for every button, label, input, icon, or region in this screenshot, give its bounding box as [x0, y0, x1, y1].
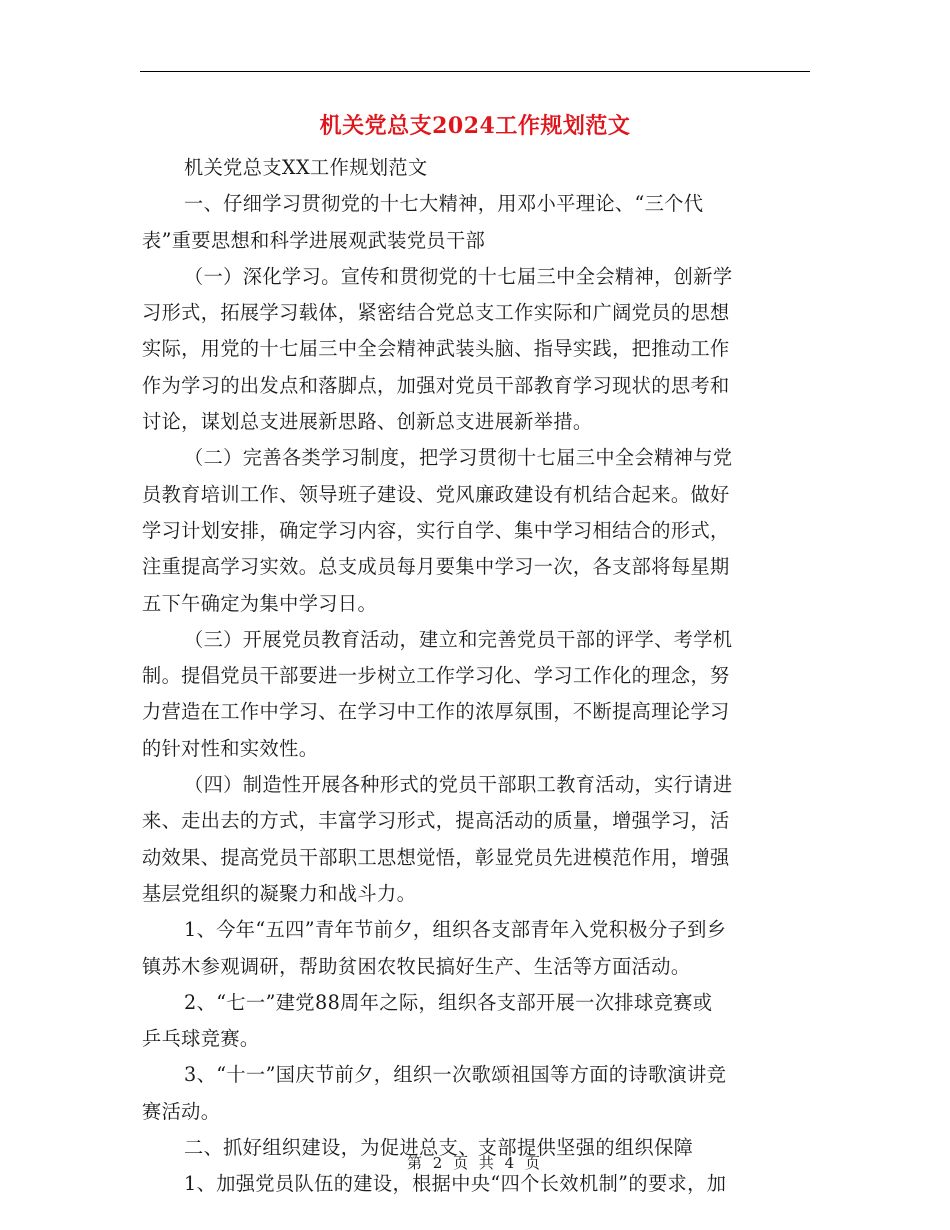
text-line: 作为学习的出发点和落脚点，加强对党员干部教育学习现状的思考和: [142, 373, 730, 397]
text-line: 1、今年“五四”青年节前夕，组织各支部青年入党积极分子到乡: [184, 918, 727, 942]
document-title: 机关党总支2024工作规划范文: [319, 113, 631, 139]
header-rule: [140, 71, 810, 72]
text-line: 基层党组织的凝聚力和战斗力。: [142, 881, 417, 905]
text-line: （一）深化学习。宣传和贯彻党的十七届三中全会精神，创新学: [184, 264, 733, 288]
page-footer: 第 2 页 共 4 页: [407, 1154, 543, 1172]
text-line: 力营造在工作中学习、在学习中工作的浓厚氛围，不断提高理论学习: [142, 700, 730, 724]
text-line: 五下午确定为集中学习日。: [142, 591, 378, 615]
text-line: 2、“七一”建党88周年之际，组织各支部开展一次排球竞赛或: [184, 990, 713, 1014]
text-line: 二、抓好组织建设，为促进总支、支部提供坚强的组织保障: [184, 1136, 694, 1160]
text-line: 3、“十一”国庆节前夕，组织一次歌颂祖国等方面的诗歌演讲竞: [184, 1063, 727, 1087]
text-line: 镇苏木参观调研，帮助贫困农牧民搞好生产、生活等方面活动。: [142, 954, 691, 978]
text-line: 乒乓球竞赛。: [142, 1027, 260, 1051]
document-body: [142, 150, 810, 1203]
text-line: 学习计划安排，确定学习内容，实行自学、集中学习相结合的形式，: [142, 518, 730, 542]
text-line: （二）完善各类学习制度，把学习贯彻十七届三中全会精神与党: [184, 446, 733, 470]
text-line: 注重提高学习实效。总支成员每月要集中学习一次，各支部将每星期: [142, 555, 730, 579]
text-line: 机关党总支XX工作规划范文: [184, 156, 428, 179]
text-line: 来、走出去的方式，丰富学习形式，提高活动的质量，增强学习，活: [142, 809, 730, 833]
text-line: 动效果、提高党员干部职工思想觉悟，彰显党员先进模范作用，增强: [142, 845, 730, 869]
text-line: 的针对性和实效性。: [142, 736, 319, 760]
text-line: 制。提倡党员干部要进一步树立工作学习化、学习工作化的理念，努: [142, 664, 730, 688]
text-line: 一、仔细学习贯彻党的十七大精神，用邓小平理论、“三个代: [184, 192, 704, 216]
text-line: 1、加强党员队伍的建设，根据中央“四个长效机制”的要求，加: [184, 1172, 727, 1196]
text-line: 表”重要思想和科学进展观武装党员干部: [142, 228, 486, 252]
text-line: 赛活动。: [142, 1099, 221, 1123]
text-line: 讨论，谋划总支进展新思路、创新总支进展新举措。: [142, 410, 593, 434]
text-line: 员教育培训工作、领导班子建设、党风廉政建设有机结合起来。做好: [142, 482, 730, 506]
text-line: 实际，用党的十七届三中全会精神武装头脑、指导实践，把推动工作: [142, 337, 730, 361]
text-line: 习形式，拓展学习载体，紧密结合党总支工作实际和广阔党员的思想: [142, 301, 730, 325]
text-line: （四）制造性开展各种形式的党员干部职工教育活动，实行请进: [184, 773, 733, 797]
text-line: （三）开展党员教育活动，建立和完善党员干部的评学、考学机: [184, 627, 733, 651]
